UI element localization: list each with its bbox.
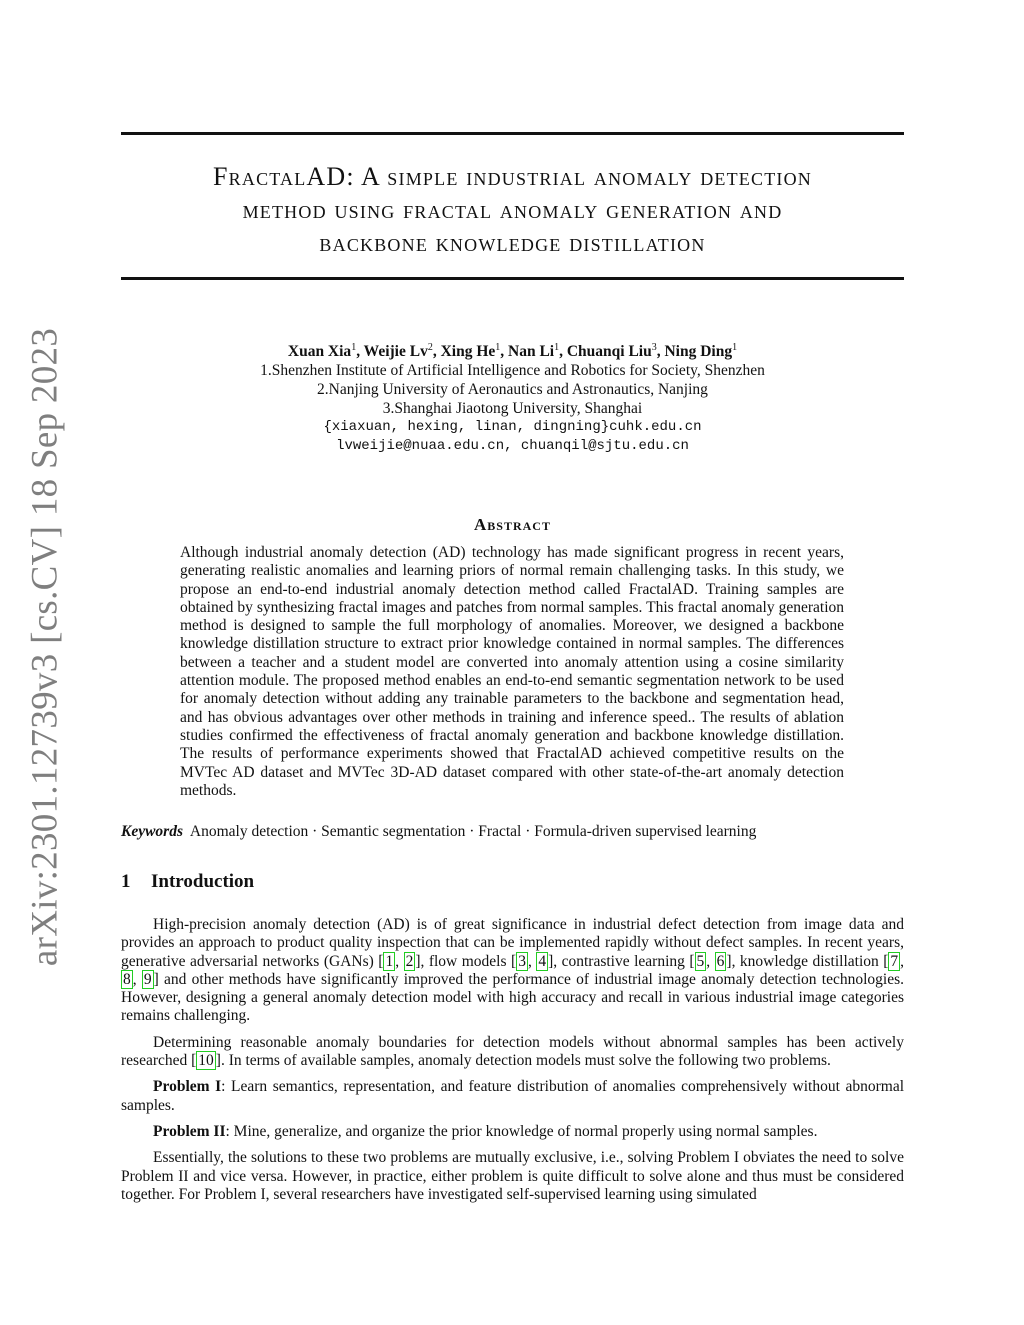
citation-link[interactable]: 5 xyxy=(696,952,705,970)
affiliation: 2.Nanjing University of Aeronautics and Astronautics, Nanjing xyxy=(317,381,708,399)
affiliation: 3.Shanghai Jiaotong University, Shanghai xyxy=(382,400,643,418)
abstract-heading: Abstract xyxy=(474,515,551,534)
citation-link[interactable]: 2 xyxy=(405,952,414,970)
author-names: Xuan Xia$^1$, Weijie Lv$^2$, Xing He$^1$, Nan Li$^1$, Chuanqi Liu$^3$, Ning Ding$^1$ xyxy=(287,342,738,361)
author-affiliation-mark: 3 xyxy=(651,342,657,353)
paragraph: Determining reasonable anomaly boundaries for detection models without abnormal samples has been actively researched [ 10 ]. In terms of available samples, anomaly detection models must solve the following two problems. xyxy=(121,1033,904,1070)
citation-link[interactable]: 1 xyxy=(385,952,394,970)
affiliation: 1.Shenzhen Institute of Artificial Intelligence and Robotics for Society, Shenzhen xyxy=(260,362,765,380)
author-affiliation-mark: 1 xyxy=(351,342,357,353)
author-block xyxy=(121,338,904,456)
paper-title xyxy=(121,160,904,259)
problem-label: Problem II xyxy=(153,1122,226,1140)
title-line-3: backbone knowledge distillation xyxy=(319,228,706,257)
title-top-rule xyxy=(121,132,904,135)
email-line: lvweijie@nuaa.edu.cn, chuanqil@sjtu.edu.cn xyxy=(336,438,689,455)
paragraph: Problem I: Learn semantics, representation, and feature distribution of anomalies comprehensively without abnormal samples. xyxy=(121,1078,905,1114)
keywords-line xyxy=(121,823,904,841)
citation-link[interactable]: 6 xyxy=(716,952,725,970)
author-name: Chuanqi Liu xyxy=(566,343,652,361)
keywords-text: Anomaly detection · Semantic segmentation · Fractal · Formula-driven supervised learning xyxy=(189,823,757,840)
title-line-1: FractalAD: A simple industrial anomaly detection xyxy=(213,162,812,191)
author-name: Nan Li xyxy=(508,343,555,361)
author-name: Xuan Xia xyxy=(287,343,352,361)
arxiv-identifier: arXiv:2301.12739v3 [cs.CV] 18 Sep 2023 xyxy=(24,327,66,967)
title-line-2: method using fractal anomaly generation and xyxy=(242,195,783,224)
citation-link[interactable]: 4 xyxy=(538,952,547,970)
email-line: {xiaxuan, hexing, linan, dingning}cuhk.edu.cn xyxy=(323,419,702,436)
abstract-body: Although industrial anomaly detection (AD) technology has made significant progress in recent years, generating realistic anomalies and learning priors of normal remain challenging tasks. In this study, we propose an end-to-end industrial anomaly detection method called FractalAD. Training samples are obtained by synthesizing fractal images and patches from normal samples. This fractal anomaly generation method is designed to sample the full morphology of anomalies. Moreover, we designed a backbone knowledge distillation structure to extract prior knowledge contained in normal samples. The differences between a teacher and a student model are converted into anomaly attention using a cosine similarity attention module. The proposed method enables an end-to-end semantic segmentation network to be used for anomaly detection without adding any trainable parameters to the backbone and segmentation head, and has obvious advantages over other methods in training and inference speed.. The results of ablation studies confirmed the effectiveness of fractal anomaly generation and backbone knowledge distillation. The results of performance experiments showed that FractalAD achieved competitive results on the MVTec AD dataset and MVTec 3D-AD dataset compared with other state-of-the-art anomaly detection methods. xyxy=(180,544,844,799)
section-title: Introduction xyxy=(151,871,255,892)
problem-label: Problem I xyxy=(153,1078,222,1096)
author-affiliation-mark: 1 xyxy=(554,342,560,353)
paragraph: Essentially, the solutions to these two problems are mutually exclusive, i.e., solving Problem I obviates the need to solve Problem II and vice versa. However, in practice, either problem is quite difficult to solve alone and thus must be considered together. For Problem I, several researchers have investigated self-supervised learning using simulated xyxy=(121,1149,904,1203)
title-bottom-rule xyxy=(121,277,904,280)
author-affiliation-mark: 1 xyxy=(495,342,501,353)
paragraph: Problem II: Mine, generalize, and organize the prior knowledge of normal properly using normal samples. xyxy=(153,1122,818,1140)
section-number: 1 xyxy=(121,871,131,892)
citation-link[interactable]: 3 xyxy=(518,952,526,970)
citation-link[interactable]: 10 xyxy=(198,1052,214,1070)
author-affiliation-mark: 1 xyxy=(732,342,738,353)
citation-link[interactable]: 8 xyxy=(123,970,131,988)
author-name: Ning Ding xyxy=(664,343,733,361)
citation-link[interactable]: 9 xyxy=(143,970,152,988)
citation-link[interactable]: 7 xyxy=(890,952,899,970)
author-name: Xing He xyxy=(440,343,496,361)
author-affiliation-mark: 2 xyxy=(427,342,433,353)
arxiv-sidebar xyxy=(0,327,90,967)
keywords-label: Keywords xyxy=(121,823,183,840)
introduction-body xyxy=(121,916,904,1212)
paragraph: High-precision anomaly detection (AD) is of great significance in industrial defect detection from image data and provides an approach to product quality inspection that can be implemented rapidly without defect samples. In recent years, generative adversarial networks (GANs) [ 1 , 2 ], flow models [ 3 , 4 ], contrastive learning [ 5 , 6 ], knowledge distillation [ 7 , 8 , 9 ] and other methods have significantly improved the performance of industrial image anomaly detection technologies. However, designing a general anomaly detection model with high accuracy and recall in various industrial image categories remains challenging. xyxy=(121,916,905,1025)
author-name: Weijie Lv xyxy=(363,343,428,361)
section-heading-introduction xyxy=(121,871,254,893)
